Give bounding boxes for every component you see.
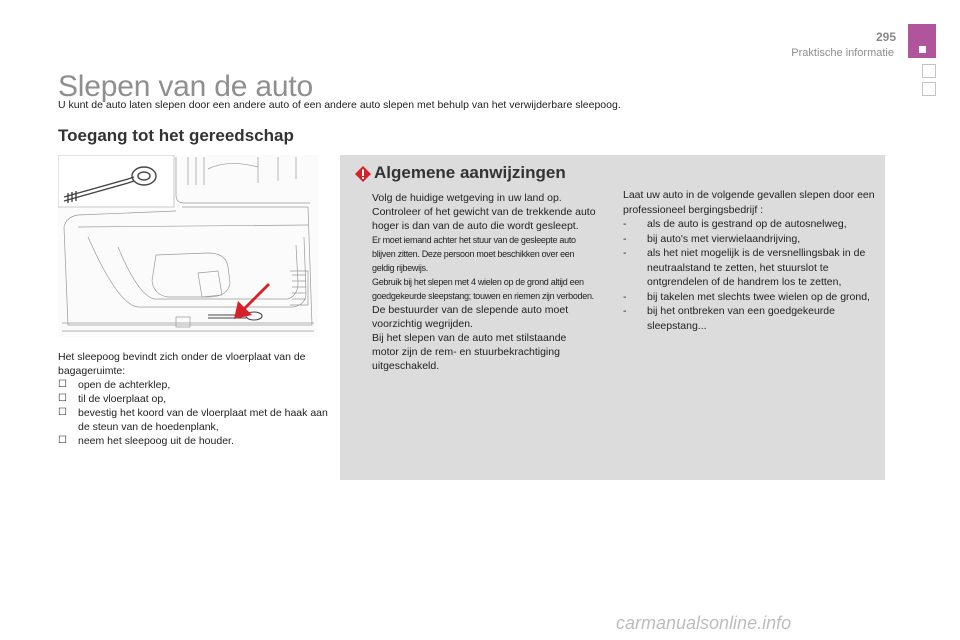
chapter-tab-empty-2[interactable] — [922, 82, 936, 96]
access-description: Het sleepoog bevindt zich onder de vloerplaat van de bagageruimte: — [58, 351, 306, 377]
notice-paragraph: Controleer of het gewicht van de trekkende auto hoger is dan van de auto die wordt gesleept. — [372, 206, 596, 232]
list-item: ☐ til de vloerplaat op, — [58, 393, 167, 405]
chapter-tab-square-icon — [919, 46, 926, 53]
list-item: - als de auto is gestrand op de autosnelweg, — [623, 218, 847, 230]
boot-illustration — [58, 155, 318, 337]
warning-exclamation-icon — [354, 165, 372, 183]
list-item: - bij het ontbreken van een goedgekeurde sleepstang... — [623, 305, 835, 332]
intro-text: U kunt de auto laten slepen door een andere auto of een andere auto slepen met behulp van het verwijderbare sleepoog. — [58, 99, 621, 111]
notice-title: Algemene aanwijzingen — [374, 163, 566, 182]
chapter-tab-empty-1[interactable] — [922, 64, 936, 78]
watermark: carmanualsonline.info — [616, 613, 792, 633]
general-instructions-box — [340, 155, 885, 480]
notice-column-left — [372, 191, 596, 373]
list-item: - bij auto's met vierwielaandrijving, — [623, 232, 801, 245]
checkbox-bullet-icon: ☐ — [58, 379, 67, 390]
access-steps — [58, 350, 328, 448]
checkbox-bullet-icon: ☐ — [58, 407, 67, 418]
page-number: 295 — [875, 30, 896, 44]
notice-paragraph: Volg de huidige wetgeving in uw land op. — [372, 192, 562, 204]
boot-towing-eye-drawing — [58, 155, 318, 337]
notice-paragraph: Gebruik bij het slepen met 4 wielen op de grond altijd een goedgekeurde sleepstang; touwen en riemen zijn verboden. — [372, 277, 594, 301]
section-heading: Toegang tot het gereedschap — [58, 126, 294, 145]
checkbox-bullet-icon: ☐ — [58, 435, 67, 446]
checkbox-bullet-icon: ☐ — [58, 393, 67, 404]
notice-paragraph: Laat uw auto in de volgende gevallen slepen door een professioneel bergingsbedrijf : — [623, 189, 875, 216]
notice-paragraph: Er moet iemand achter het stuur van de gesleepte auto blijven zitten. Deze persoon moet beschikken over een geldig rijbewijs. — [372, 235, 576, 273]
list-item: ☐ open de achterklep, — [58, 379, 171, 391]
page-title: Slepen van de auto — [58, 70, 313, 103]
notice-paragraph: Bij het slepen van de auto met stilstaande motor zijn de rem- en stuurbekrachtiging uitgeschakeld. — [372, 332, 567, 372]
notice-paragraph: De bestuurder van de slepende auto moet voorzichtig wegrijden. — [372, 304, 569, 330]
chapter-tab[interactable] — [908, 24, 936, 58]
section-label: Praktische informatie — [791, 47, 894, 59]
list-item: - als het niet mogelijk is de versnellingsbak in de neutraalstand te zetten, het stuurslot te ontgrendelen of de handrem los te zetten, — [623, 247, 866, 288]
list-item: ☐ bevestig het koord van de vloerplaat met de haak aan de steun van de hoedenplank, — [58, 407, 328, 433]
notice-column-right — [623, 188, 885, 333]
list-item: - bij takelen met slechts twee wielen op de grond, — [623, 290, 870, 303]
list-item: ☐ neem het sleepoog uit de houder. — [58, 435, 234, 447]
